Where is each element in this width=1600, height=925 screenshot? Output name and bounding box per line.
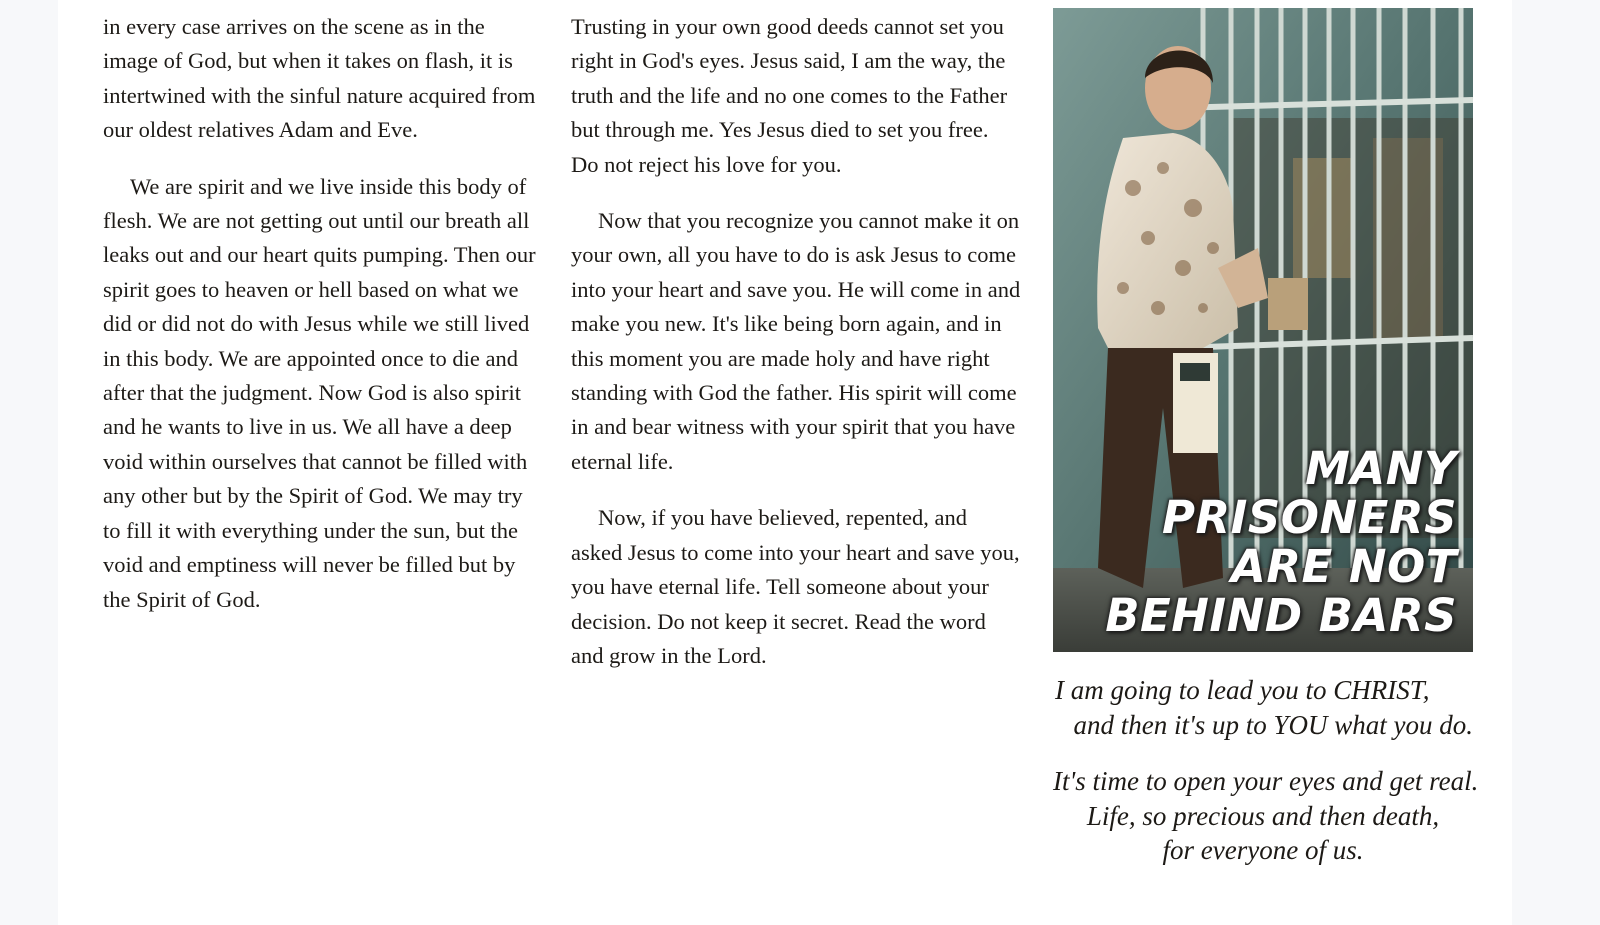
headline-line: ARE NOT xyxy=(1231,540,1457,593)
cover-caption-1 xyxy=(1053,673,1473,742)
headline-line: BEHIND BARS xyxy=(1105,589,1457,642)
cover-caption-2 xyxy=(1053,764,1479,868)
paragraph: Now, if you have believed, repented, and asked Jesus to come into your heart and save you, you have eternal life. Tell someone about your decision. Do not keep it secret. Read the word and grow in the Lord. xyxy=(571,505,1020,668)
caption-line: Life, so precious and then death, xyxy=(1086,800,1440,831)
prison-photo xyxy=(1053,8,1473,652)
caption-line: It's time to open your eyes and get real. xyxy=(1053,766,1479,796)
caption-line: and then it's up to YOU what you do. xyxy=(1073,709,1473,740)
text-column-middle xyxy=(571,10,1021,695)
text-column-left xyxy=(103,10,543,639)
paragraph: Now that you recognize you cannot make it on your own, all you have to do is ask Jesus to come into your heart and save you. He will come in and make you new. It's like being born again, and in this moment you are made holy and have right standing with God the father. His spirit will come in and bear witness with your spirit that you have eternal life. xyxy=(571,208,1021,474)
paragraph: Trusting in your own good deeds cannot set you right in God's eyes. Jesus said, I am the way, the truth and the life and no one comes to the Father but through me. Yes Jesus died to set you free. Do not reject his love for you. xyxy=(571,14,1008,177)
cover-headline xyxy=(1105,444,1457,640)
headline-line: MANY xyxy=(1305,442,1457,495)
paragraph: We are spirit and we live inside this body of flesh. We are not getting out until our breath all leaks out and our heart quits pumping. Then our spirit goes to heaven or hell based on what we did or did not do with Jesus while we still lived in this body. We are appointed once to die and after that the judgment. Now God is also spirit and he wants to live in us. We all have a deep void within ourselves that cannot be filled with any other but by the Spirit of God. We may try to fill it with everything under the sun, but the void and emptiness will never be filled but by the Spirit of God. xyxy=(103,173,536,612)
paragraph: in every case arrives on the scene as in the image of God, but when it takes on flash, it is intertwined with the sinful nature acquired from our oldest relatives Adam and Eve. xyxy=(103,14,536,143)
caption-line: for everyone of us. xyxy=(1162,835,1364,865)
headline-line: PRISONERS xyxy=(1161,491,1457,544)
caption-line: I am going to lead you to CHRIST, xyxy=(1055,675,1430,705)
